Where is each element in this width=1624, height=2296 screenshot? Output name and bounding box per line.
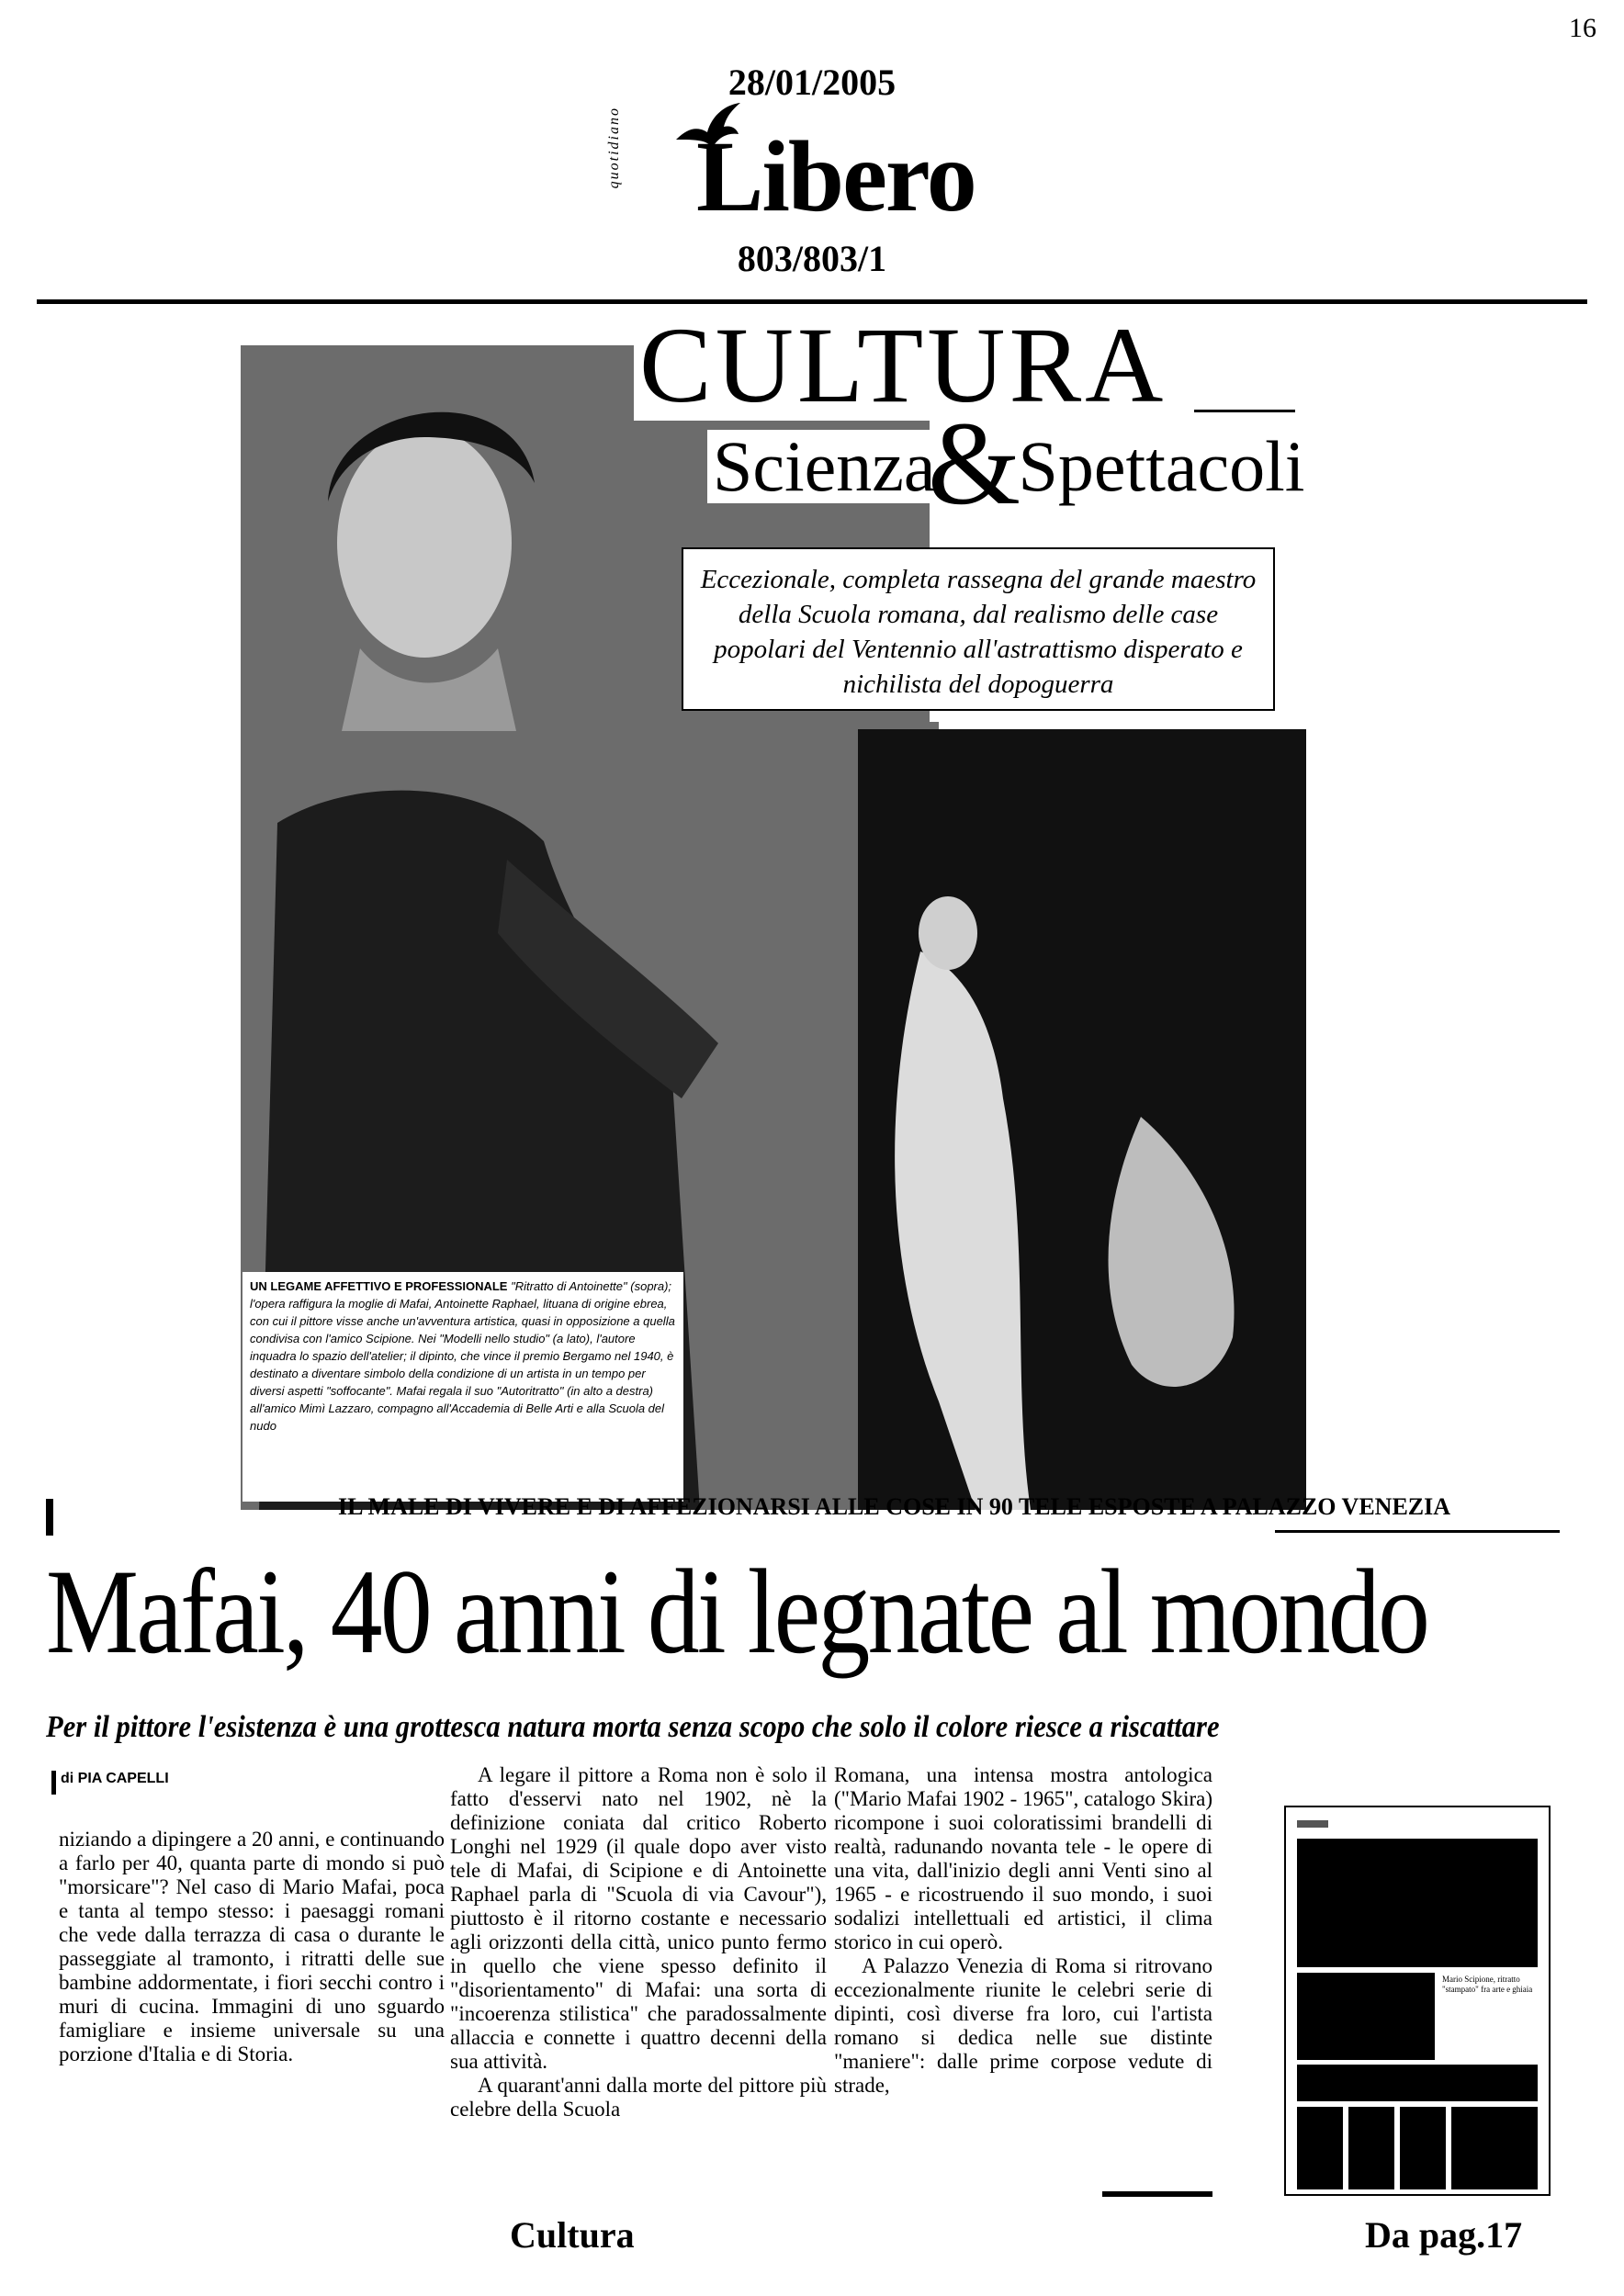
overline-marker — [46, 1499, 53, 1536]
section-title: CULTURA — [634, 310, 1172, 421]
section-title-rule-right — [1194, 410, 1295, 412]
article-byline: di PIA CAPELLI — [61, 1771, 169, 1786]
article-dek: Eccezionale, completa rassegna del grande maestro della Scuola romana, dal realismo delle case popolari del Ventennio all'astrattismo disperato e nichilista del dopoguerra — [682, 547, 1275, 711]
photo-caption — [242, 1272, 683, 1502]
article-paragraph: A Palazzo Venezia di Roma si ritrovano eccezionalmente riunite le celebri serie di dipinti, così diverse fra loro, cui l'artista romano si dedica nelle sue distinte "maniere": dalle prime corpose vedute di strade, — [834, 1954, 1212, 2097]
article-paragraph: Romana, una intensa mostra antologica ("Mario Mafai 1902 - 1965", catalogo Skira) ricompone i suoi coloratissimi brandelli di realtà, radunando novanta tele - le opere di una vita, dall'inizio degli anni Venti sino al 1965 - e ricostruendo il suo mondo, i suoi sodalizi intellettuali ed artistici, il clima storico in cui operò. — [834, 1763, 1212, 1953]
newspaper-logo — [606, 99, 1066, 237]
header-rule — [37, 299, 1587, 304]
article-column-2 — [450, 1763, 827, 2122]
issue-date: 28/01/2005 — [727, 62, 897, 103]
article-paragraph: niziando a dipingere a 20 anni, e continuando a farlo per 40, quanta parte di mondo si può "morsicare"? Nel caso di Mario Mafai, poca e tanta al tempo stesso: i paesaggi romani che vede dalla terrazza di casa o durante le passeggiate al tramonto, i ritratti delle sue bambine addormentate, i fiori secchi contro i muri di cucina. Immagini di uno sguardo famigliare e insieme universale su una porzione d'Italia e di Storia. — [59, 1828, 445, 2065]
article-headline: Mafai, 40 anni di legnate al mondo — [46, 1544, 1428, 1679]
article-column-3 — [834, 1763, 1212, 2098]
page-thumbnail-image — [1286, 1807, 1549, 2194]
article-column-1 — [59, 1828, 445, 2066]
byline-marker — [51, 1771, 56, 1795]
footer-section-label: Cultura — [510, 2214, 635, 2256]
logo-side-text: quotidiano — [606, 107, 622, 189]
section-ampersand: & — [928, 398, 1021, 530]
photo-caption-lead: UN LEGAME AFFETTIVO E PROFESSIONALE — [250, 1279, 508, 1293]
section-subtitle-left: Scienza — [713, 426, 936, 506]
logo-text: Libero — [696, 120, 976, 232]
article-paragraph: A legare il pittore a Roma non è solo il fatto d'esservi nato nel 1902, nè la definizione coniata dal critico Roberto Longhi nel 1929 (il quale dopo aver visto tele di Mafai, di Scipione e di Antoinette Raphael parla di "Scuola di via Cavour"), piuttosto è il ritorno costante e necessario agli orizzonti della città, unico punto fermo in quello che viene spesso definito il "disorientamento" di Mafai: una sorta di "incoerenza stilistica" che paradossalmente allaccia e connette i quattro decenni della sua attività. — [450, 1763, 827, 2073]
thumbnail-caption: Mario Scipione, ritratto "stampato" fra arte e ghiaia — [1442, 1975, 1533, 1994]
overline-underline — [1275, 1530, 1560, 1533]
page-number: 16 — [1569, 13, 1596, 43]
article-paragraph: A quarant'anni dalla morte del pittore più celebre della Scuola — [450, 2074, 827, 2121]
continued-from-label: Da pag.17 — [1365, 2214, 1523, 2256]
continuation-page-thumbnail — [1284, 1806, 1551, 2196]
section-subtitle-right: Spettacoli — [1018, 426, 1305, 506]
article-subhead: Per il pittore l'esistenza è una grottesca natura morta senza scopo che solo il colore riesce a riscattare — [46, 1710, 1220, 1744]
clipping-reference: 803/803/1 — [737, 238, 887, 279]
article-overline: IL MALE DI VIVERE E DI AFFEZIONARSI ALLE COSE IN 90 TELE ESPOSTE A PALAZZO VENEZIA — [338, 1493, 1451, 1520]
photo-caption-body: "Ritratto di Antoinette" (sopra); l'opera raffigura la moglie di Mafai, Antoinette Raphael, lituana di origine ebrea, con cui il pittore visse anche un'avventura artistica, quasi in opposizione a quella condivisa con l'amico Scipione. Nei "Modelli nello studio" (a lato), l'autore inquadra lo spazio dell'atelier; il dipinto, che vince il premio Bergamo nel 1940, è destinato a diventare simbolo della condizione di un artista in un tempo per diversi aspetti "soffocante". Mafai regala il suo "Autoritratto" (in alto a destra) all'amico Mimì Lazzaro, compagno all'Accademia di Belle Arti e alla Scuola del nudo — [250, 1279, 675, 1433]
column-end-rule — [1102, 2191, 1212, 2197]
